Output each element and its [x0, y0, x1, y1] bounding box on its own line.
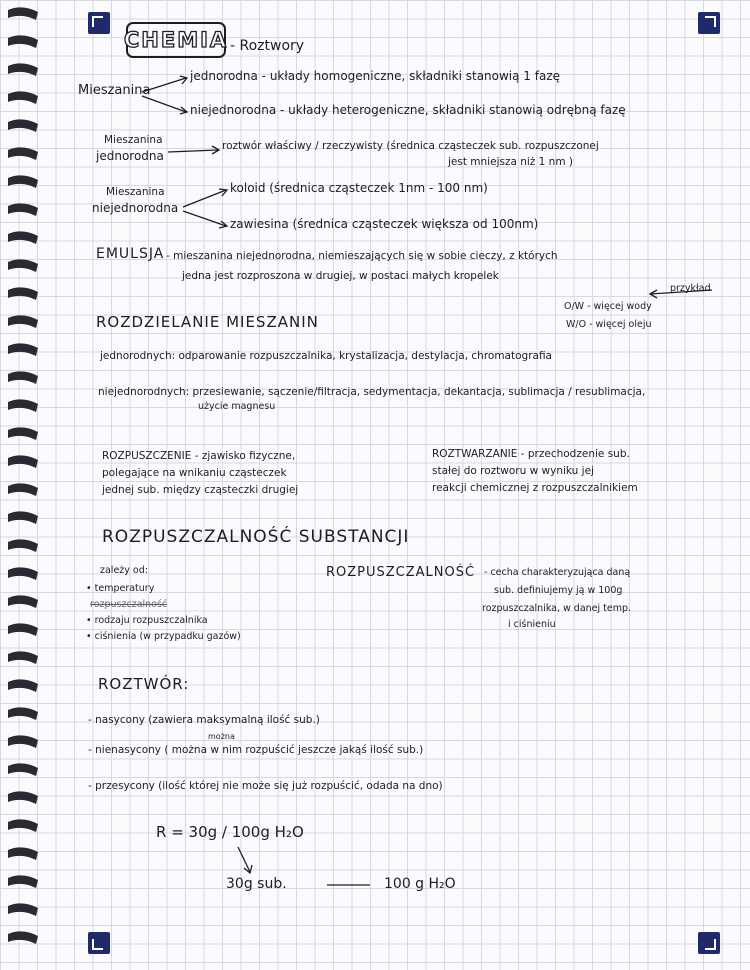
true-solution-line1: roztwór właściwy / rzeczywisty (średnica cząsteczek sub. rozpuszczonej	[222, 140, 599, 152]
corner-mark-bottom-left	[88, 932, 110, 954]
solubility-crossed-out: rozpuszczalność	[90, 599, 168, 610]
solution-formula: R = 30g / 100g H₂O	[156, 823, 304, 841]
corner-mark-top-left	[88, 12, 110, 34]
notebook-spiral-binding	[0, 0, 46, 970]
dissolving-line3: jednej sub. między cząsteczki drugiej	[102, 484, 299, 496]
emulsion-heading: EMULSJA	[96, 246, 165, 262]
solution-example-left: 30g sub.	[226, 876, 287, 892]
mixture-heterogeneous: niejednorodna - układy heterogeniczne, składniki stanowią odrębną fazę	[190, 103, 626, 117]
emulsion-ow: O/W - więcej wody	[564, 301, 652, 312]
corner-mark-top-right	[698, 12, 720, 34]
emulsion-example-note: przykład	[670, 283, 711, 294]
solubility-item-temperature: • temperatury	[86, 583, 155, 594]
solubility-def-line3: rozpuszczalnika, w danej temp.	[482, 603, 632, 614]
corner-mark-bottom-right	[698, 932, 720, 954]
true-solution-line2: jest mniejsza niż 1 nm )	[448, 156, 573, 168]
hetero-label-line2: niejednorodna	[92, 201, 179, 215]
solution-heading: ROZTWÓR:	[98, 675, 190, 693]
solubility-heading: ROZPUSZCZALNOŚĆ SUBSTANCJI	[102, 527, 410, 547]
suspension-text: zawiesina (średnica cząsteczek większa od 100nm)	[230, 217, 539, 231]
emulsion-line2: jedna jest rozproszona w drugiej, w postaci małych kropelek	[182, 270, 499, 282]
colloid-text: koloid (średnica cząsteczek 1nm - 100 nm)	[230, 181, 488, 195]
solubility-def-heading: ROZPUSZCZALNOŚĆ	[326, 565, 476, 580]
emulsion-line1: - mieszanina niejednorodna, niemieszających się w sobie cieczy, z których	[166, 250, 558, 262]
title-box: CHEMIA	[126, 22, 226, 58]
hetero-label-line1: Mieszanina	[106, 186, 165, 198]
solubility-def-line4: i ciśnieniu	[508, 619, 556, 630]
separation-heading: ROZDZIELANIE MIESZANIN	[96, 313, 319, 331]
solubility-depends: zależy od:	[100, 565, 148, 576]
mixture-root-label: Mieszanina	[78, 83, 151, 98]
dissolving-line1: ROZPUSZCZENIE - zjawisko fizyczne,	[102, 450, 296, 462]
solubility-def-line1: - cecha charakteryzująca daną	[484, 567, 631, 578]
page-subtitle: - Roztwory	[230, 38, 305, 54]
digestion-line3: reakcji chemicznej z rozpuszczalnikiem	[432, 482, 638, 494]
solution-saturated: - nasycony (zawiera maksymalną ilość sub.)	[88, 714, 320, 726]
digestion-line2: stałej do roztworu w wyniku jej	[432, 465, 594, 477]
homog-label-line2: jednorodna	[96, 149, 164, 163]
mixture-homogeneous: jednorodna - układy homogeniczne, składniki stanowią 1 fazę	[190, 69, 561, 83]
dissolving-line2: polegające na wnikaniu cząsteczek	[102, 467, 287, 479]
solution-example-right: 100 g H₂O	[384, 876, 456, 892]
separation-heterogeneous: niejednorodnych: przesiewanie, sączenie/filtracja, sedymentacja, dekantacja, sublimacja / resublimacja,	[98, 386, 646, 398]
solubility-def-line2: sub. definiujemy ją w 100g	[494, 585, 623, 596]
separation-homogeneous: jednorodnych: odparowanie rozpuszczalnika, krystalizacja, destylacja, chromatografia	[100, 350, 552, 362]
emulsion-wo: W/O - więcej oleju	[566, 319, 652, 330]
solution-supersaturated: - przesycony (ilość której nie może się już rozpuścić, odada na dno)	[88, 780, 443, 792]
separation-heterogeneous-2: użycie magnesu	[198, 401, 276, 412]
solubility-item-pressure: • ciśnienia (w przypadku gazów)	[86, 631, 241, 642]
homog-label-line1: Mieszanina	[104, 134, 163, 146]
solubility-item-solvent: • rodzaju rozpuszczalnika	[86, 615, 208, 626]
solution-unsaturated: - nienasycony ( można w nim rozpuścić jeszcze jakąś ilość sub.)	[88, 744, 424, 756]
solution-unsaturated-caret: można	[208, 732, 235, 741]
digestion-line1: ROZTWARZANIE - przechodzenie sub.	[432, 448, 630, 460]
